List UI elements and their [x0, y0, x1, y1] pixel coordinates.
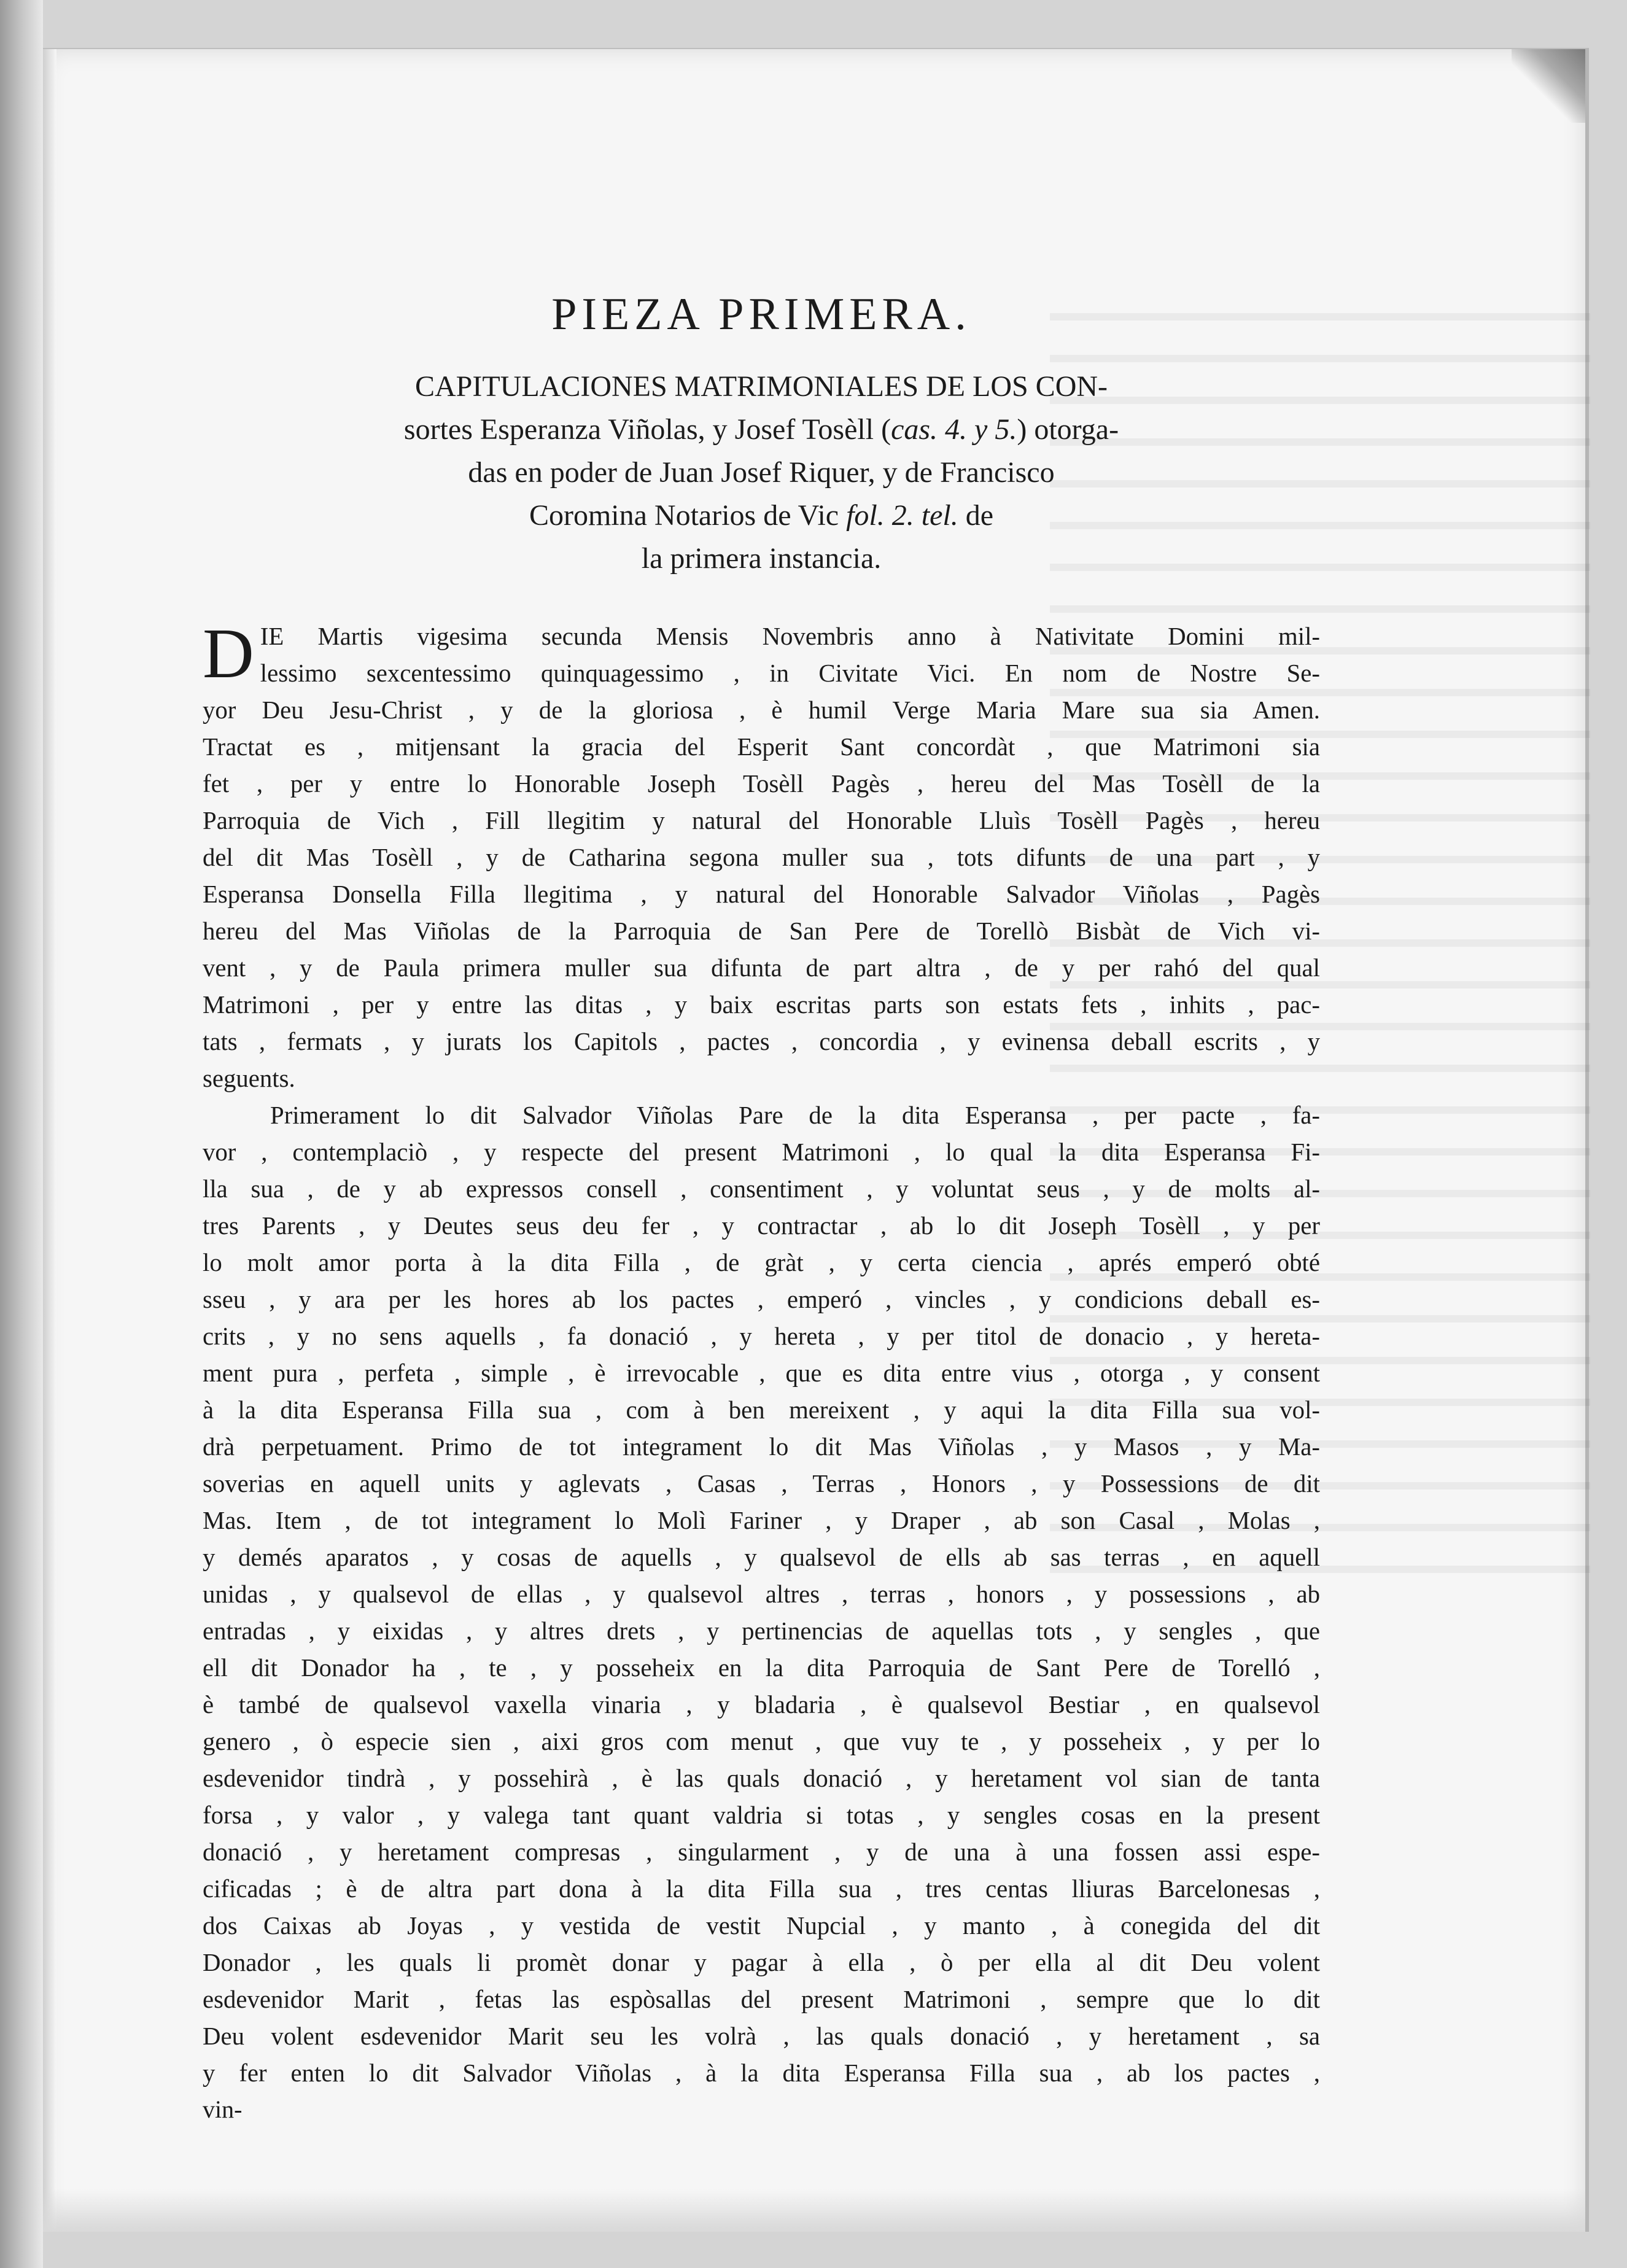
text-line: hereu del Mas Viñolas de la Parroquia de San Pere de Torellò Bisbàt de Vich vi-: [203, 917, 1320, 945]
heading-line-1: CAPITULACIONES MATRIMONIALES DE LOS CON-: [415, 370, 1108, 403]
text-line: à la dita Esperansa Filla sua , com à ben mereixent , y aqui la dita Filla sua vol-: [203, 1396, 1320, 1424]
text-line: Tractat es , mitjensant la gracia del Esperit Sant concordàt , que Matrimoni sia: [203, 733, 1320, 761]
text-line: lla sua , de y ab expressos consell , consentiment , y voluntat seus , y de molts al-: [203, 1175, 1320, 1203]
page-gutter-shadow: [0, 0, 43, 2268]
text-line: lo molt amor porta à la dita Filla , de gràt , y certa ciencia , aprés emperó obté: [203, 1249, 1320, 1276]
text-line: soverias en aquell units y aglevats , Casas , Terras , Honors , y Possessions de dit: [203, 1470, 1320, 1497]
text-line: yor Deu Jesu-Christ , y de la gloriosa , è humil Verge Maria Mare sua sia Amen.: [203, 696, 1320, 724]
catchword: vin-: [203, 2095, 243, 2123]
document-page: [43, 48, 1589, 2232]
heading-line-4-end: de: [958, 499, 994, 532]
text-line: Donador , les quals li promèt donar y pagar à ella , ò per ella al dit Deu volent: [203, 1949, 1320, 1976]
text-line: Mas. Item , de tot integrament lo Molì Fariner , y Draper , ab son Casal , Molas ,: [203, 1507, 1320, 1534]
text-line: vor , contemplaciò , y respecte del present Matrimoni , lo qual la dita Esperansa Fi-: [203, 1138, 1320, 1166]
text-line: crits , y no sens aquells , fa donació , y hereta , y per titol de donacio , y hereta-: [203, 1322, 1320, 1350]
text-line: del dit Mas Tosèll , y de Catharina segona muller sua , tots difunts de una part , y: [203, 844, 1320, 871]
text-line: vent , y de Paula primera muller sua difunta de part altra , de y per rahó del qual: [203, 954, 1320, 982]
paragraph-primerament: [203, 1097, 1320, 2092]
text-line: drà perpetuament. Primo de tot integrament lo dit Mas Viñolas , y Masos , y Ma-: [203, 1433, 1320, 1461]
text-line: Primerament lo dit Salvador Viñolas Pare de la dita Esperansa , per pacte , fa-: [270, 1101, 1320, 1129]
text-line: IE Martis vigesima secunda Mensis Novembris anno à Nativitate Domini mil-: [260, 623, 1320, 650]
text-line: y fer enten lo dit Salvador Viñolas , à la dita Esperansa Filla sua , ab los pactes ,: [203, 2059, 1320, 2087]
text-line: ell dit Donador ha , te , y posseheix en la dita Parroquia de Sant Pere de Torelló ,: [203, 1654, 1320, 1682]
heading-reference-fol: fol. 2. tel.: [846, 499, 958, 532]
text-line: sseu , y ara per les hores ab los pactes , emperó , vincles , y condicions deball es-: [203, 1286, 1320, 1313]
text-line: ment pura , perfeta , simple , è irrevocable , que es dita entre vius , otorga , y consent: [203, 1359, 1320, 1387]
page-corner: [1512, 49, 1585, 123]
document-body: [203, 615, 1320, 2125]
drop-cap: D: [203, 615, 254, 693]
text-line: fet , per y entre lo Honorable Joseph Tosèll Pagès , hereu del Mas Tosèll de la: [203, 770, 1320, 798]
heading-reference-cas: cas. 4. y 5.: [891, 413, 1017, 446]
heading-line-2-end: ) otorga-: [1017, 413, 1119, 446]
text-line: dos Caixas ab Joyas , y vestida de vestit Nupcial , y manto , à conegida del dit: [203, 1912, 1320, 1940]
text-line: Deu volent esdevenidor Marit seu les volrà , las quals donació , y heretament , sa: [203, 2022, 1320, 2050]
text-line: Matrimoni , per y entre las ditas , y baix escritas parts son estats fets , inhits , pac-: [203, 991, 1320, 1019]
text-line: genero , ò especie sien , aixi gros com menut , que vuy te , y posseheix , y per lo: [203, 1728, 1320, 1755]
heading-line-4: [203, 494, 1320, 537]
text-line: è també de qualsevol vaxella vinaria , y bladaria , è qualsevol Bestiar , en qualsevol: [203, 1691, 1320, 1718]
text-line: unidas , y qualsevol de ellas , y qualsevol altres , terras , honors , y possessions , ab: [203, 1580, 1320, 1608]
heading-line-3: das en poder de Juan Josef Riquer, y de Francisco: [468, 456, 1055, 489]
text-line: tats , fermats , y jurats los Capitols , pactes , concordia , y evinensa deball escrits , y: [203, 1028, 1320, 1055]
text-line: cificadas ; è de altra part dona à la dita Filla sua , tres centas lliuras Barcelonesas ,: [203, 1875, 1320, 1903]
text-line: seguents.: [203, 1065, 295, 1092]
text-line: Esperansa Donsella Filla llegitima , y natural del Honorable Salvador Viñolas , Pagès: [203, 880, 1320, 908]
heading-line-5: la primera instancia.: [641, 542, 882, 575]
heading-line-2: [203, 408, 1320, 451]
page-content: [203, 289, 1320, 2125]
text-line: y demés aparatos , y cosas de aquells , y qualsevol de ells ab sas terras , en aquell: [203, 1544, 1320, 1571]
text-line: tres Parents , y Deutes seus deu fer , y contractar , ab lo dit Joseph Tosèll , y per: [203, 1212, 1320, 1240]
text-line: lessimo sexcentessimo quinquagessimo , in Civitate Vici. En nom de Nostre Se-: [260, 659, 1320, 687]
text-line: Parroquia de Vich , Fill llegitim y natural del Honorable Lluìs Tosèll Pagès , hereu: [203, 807, 1320, 834]
paragraph-opening: [203, 615, 1320, 1097]
text-line: esdevenidor tindrà , y possehirà , è las quals donació , y heretament vol sian de tanta: [203, 1765, 1320, 1792]
text-line: esdevenidor Marit , fetas las espòsallas del present Matrimoni , sempre que lo dit: [203, 1986, 1320, 2013]
heading-line-4-text: Coromina Notarios de Vic: [529, 499, 847, 532]
heading-line-2-text: sortes Esperanza Viñolas, y Josef Tosèll (: [403, 413, 891, 446]
piece-title: PIEZA PRIMERA.: [551, 289, 971, 340]
text-line: donació , y heretament compresas , singularment , y de una à una fossen assi espe-: [203, 1838, 1320, 1866]
text-line: forsa , y valor , y valega tant quant valdria si totas , y sengles cosas en la present: [203, 1801, 1320, 1829]
text-line: entradas , y eixidas , y altres drets , y pertinencias de aquellas tots , y sengles , que: [203, 1617, 1320, 1645]
